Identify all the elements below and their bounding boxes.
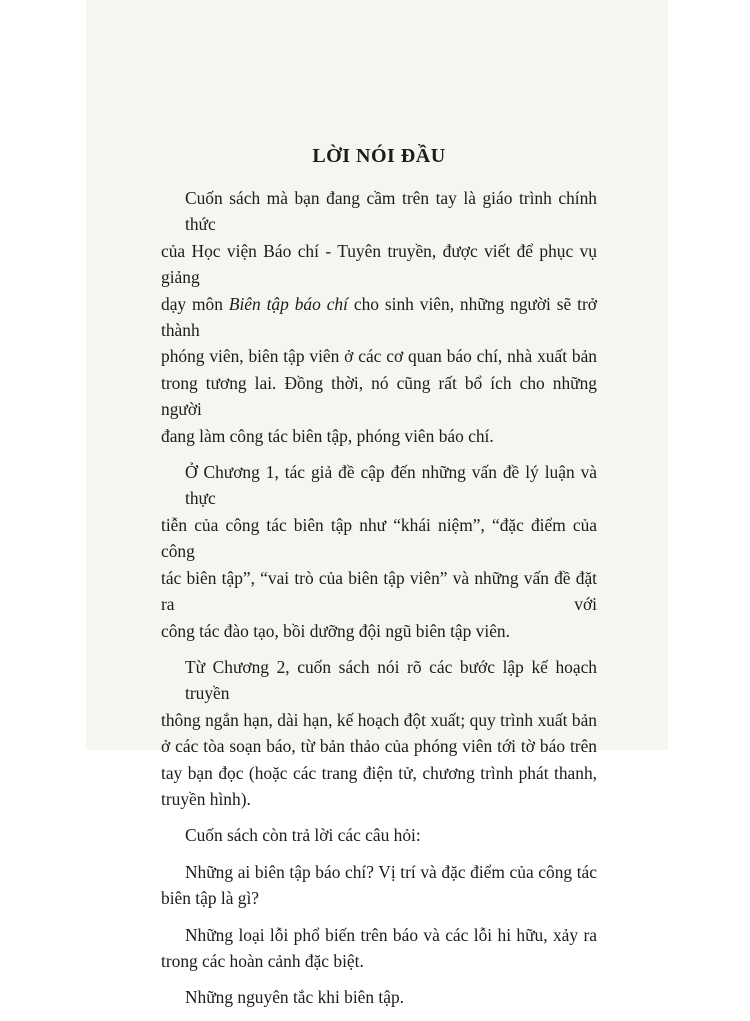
text-line: Cuốn sách mà bạn đang cầm trên tay là giáo trình chính thức (185, 188, 597, 235)
text-line: của Học viện Báo chí - Tuyên truyền, được viết để phục vụ giảng (161, 240, 597, 288)
text-line: biên tập là gì? (161, 888, 260, 909)
text-line: đang làm công tác biên tập, phóng viên báo chí. (161, 425, 494, 446)
text-line: tay bạn đọc (hoặc các trang điện tử, chương trình phát thanh, (161, 762, 597, 783)
text-line: tác biên tập”, “vai trò của biên tập viên” và những vấn đề đặt ra với (161, 567, 597, 615)
text-line: Ở Chương 1, tác giả đề cập đến những vấn đề lý luận và thực (185, 462, 597, 509)
paragraph-6 (161, 922, 597, 975)
text-line: Cuốn sách còn trả lời các câu hỏi: (185, 825, 421, 846)
text-line: ở các tòa soạn báo, từ bản thảo của phóng viên tới tờ báo trên (161, 736, 597, 757)
text-line: Từ Chương 2, cuốn sách nói rõ các bước lập kế hoạch truyền (185, 656, 597, 704)
paragraph-1 (161, 185, 597, 449)
text-line: phóng viên, biên tập viên ở các cơ quan báo chí, nhà xuất bản (161, 346, 597, 367)
text-line: thông ngắn hạn, dài hạn, kế hoạch đột xuất; quy trình xuất bản (161, 709, 597, 730)
page-title: LỜI NÓI ĐẦU (312, 145, 446, 167)
paragraph-4 (161, 822, 597, 848)
text-run: dạy môn (161, 293, 229, 314)
text-line: tiễn của công tác biên tập như “khái niệm”, “đặc điểm của công (161, 514, 597, 562)
text-line: Những loại lỗi phổ biến trên báo và các lỗi hi hữu, xảy ra (185, 924, 597, 945)
paragraph-7 (161, 984, 597, 1010)
text-line: trong tương lai. Đồng thời, nó cũng rất bổ ích cho những người (161, 372, 597, 420)
text-run: cho sinh viên, những người sẽ trở thành (161, 293, 597, 341)
paragraph-2 (161, 459, 597, 644)
book-page (86, 0, 668, 1008)
text-line: trong các hoàn cảnh đặc biệt. (161, 950, 364, 971)
paragraph-3 (161, 654, 597, 812)
text-line: Những nguyên tắc khi biên tập. (185, 987, 405, 1008)
course-title-italic: Biên tập báo chí (228, 293, 348, 314)
text-line (161, 291, 597, 344)
paragraph-5 (161, 859, 597, 912)
text-line: Những ai biên tập báo chí? Vị trí và đặc điểm của công tác (185, 861, 597, 882)
text-line: công tác đào tạo, bồi dưỡng đội ngũ biên tập viên. (161, 620, 510, 641)
body-text (161, 185, 597, 1021)
text-line: truyền hình). (161, 788, 251, 809)
